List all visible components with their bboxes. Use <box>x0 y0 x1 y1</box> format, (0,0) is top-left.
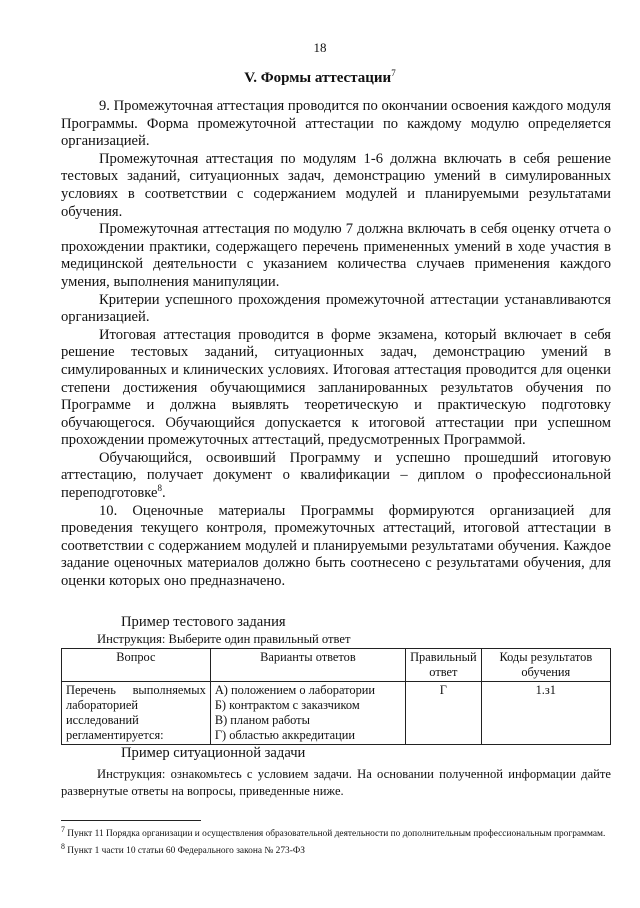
footnote-divider <box>61 820 201 821</box>
situational-example-title: Пример ситуационной задачи <box>121 745 306 761</box>
options-cell <box>210 682 405 745</box>
paragraph-2: Промежуточная аттестация по модулям 1-6 должна включать в себя решение тестовых заданий, ситуационных задач, демонстрацию умений в симулированных условиях в соответствии с содержанием модулей и планируемыми результатами обучения. <box>61 150 611 220</box>
table-row <box>62 682 611 745</box>
option-d: Г) областью аккредитации <box>214 728 355 742</box>
page-number: 18 <box>313 40 327 55</box>
option-c: В) планом работы <box>214 713 310 727</box>
header-question: Вопрос <box>62 649 211 682</box>
header-options: Варианты ответов <box>210 649 405 682</box>
footnotes <box>61 824 611 857</box>
result-code-cell: 1.з1 <box>481 682 610 745</box>
question-cell: Перечень выполняемых лабораторией исследований регламентируется: <box>62 682 211 745</box>
section-heading <box>0 68 640 87</box>
test-table <box>61 648 611 745</box>
footnote-7 <box>61 824 611 841</box>
footnote-ref-8: 8 <box>157 483 162 494</box>
paragraph-4: Критерии успешного прохождения промежуточной аттестации устанавливаются организацией. <box>61 291 611 326</box>
paragraph-7: 10. Оценочные материалы Программы формируются организацией для проведения текущего контроля, промежуточных аттестаций, итоговой аттестации в соответствии с содержанием модулей и планируемыми результатами обучения. Каждое задание оценочных материалов должно быть соотнесено с результатами обучения, для оценки которых оно предназначено. <box>61 502 611 590</box>
footnote-7-marker: 7 <box>61 825 65 834</box>
footnote-8-marker: 8 <box>61 841 65 851</box>
option-b: Б) контрактом с заказчиком <box>214 698 360 712</box>
paragraph-3: Промежуточная аттестация по модулю 7 должна включать в себя оценку отчета о прохождении практики, содержащего перечень примененных умений в ходе участия в медицинской деятельности с указанием количества случаев применения каждого умения, выполнения манипуляции. <box>61 221 611 290</box>
table-header-row <box>62 649 611 682</box>
paragraph-1: 9. Промежуточная аттестация проводится по окончании освоения каждого модуля Программы. Форма промежуточной аттестации по каждому модулю определяется организацией. <box>61 98 611 150</box>
test-instruction: Инструкция: Выберите один правильный ответ <box>97 632 351 646</box>
correct-answer-cell: Г <box>406 682 482 745</box>
header-correct: Правильный ответ <box>406 649 482 682</box>
situational-instruction: Инструкция: ознакомьтесь с условием задачи. На основании полученной информации дайте развернутые ответы на вопросы, приведенные ниже. <box>61 767 611 798</box>
section-heading-text: V. Формы аттестации <box>244 70 392 86</box>
test-example-title: Пример тестового задания <box>121 614 286 630</box>
footnote-ref-7: 7 <box>391 68 396 78</box>
footnote-8-text: Пункт 1 части 10 статьи 60 Федерального закона № 273-ФЗ <box>67 845 305 856</box>
header-codes: Коды результатов обучения <box>481 649 610 682</box>
paragraph-6-text: Обучающийся, освоивший Программу и успешно прошедший итоговую аттестацию, получает документ о квалификации – диплом о профессиональной переподготовке <box>61 449 611 502</box>
paragraph-5: Итоговая аттестация проводится в форме экзамена, который включает в себя решение тестовых заданий, ситуационных задач, демонстрацию умений в симулированных и клинических условиях. Итоговая аттестация проводится для оценки степени достижения обучающимися запланированных результатов обучения по Программе и должна выявлять теоретическую и практическую подготовку обучающегося. Обучающийся допускается к итоговой аттестации при успешном прохождении промежуточных аттестаций, предусмотренных Программой. <box>61 326 611 449</box>
footnote-8 <box>61 841 611 858</box>
paragraph-6: Обучающийся, освоивший Программу и успешно прошедший итоговую аттестацию, получает документ о квалификации – диплом о профессиональной переподготовке$^8$. <box>61 449 611 502</box>
footnote-7-text: Пункт 11 Порядка организации и осуществления образовательной деятельности по дополнительным профессиональным программам. <box>67 829 606 840</box>
option-a: А) положением о лаборатории <box>214 683 376 697</box>
body-text <box>61 98 611 591</box>
